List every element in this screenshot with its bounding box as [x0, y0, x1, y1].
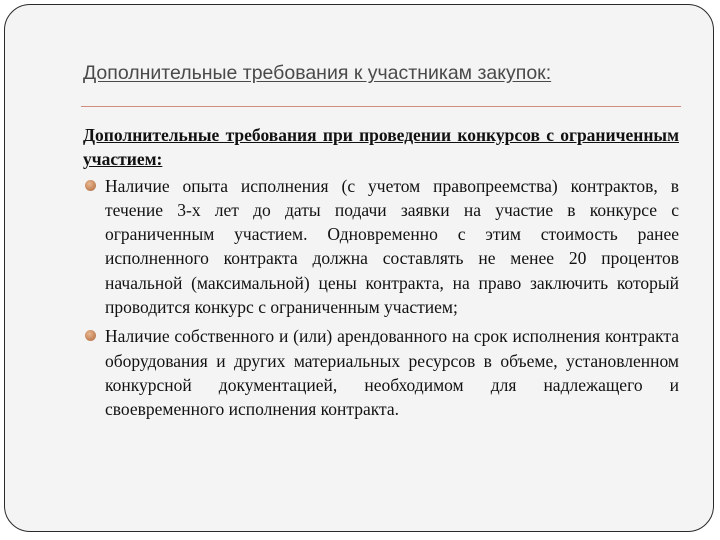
requirements-list [83, 174, 679, 422]
list-item [83, 324, 679, 421]
round-bullet-icon [85, 330, 96, 341]
title-divider [81, 106, 681, 107]
slide-title: Дополнительные требования к участникам закупок: [83, 62, 552, 84]
list-item-text: Наличие опыта исполнения (с учетом правопреемства) контрактов, в течение 3-х лет до даты подачи заявки на участие в конкурсе с ограниченным участием. Одновременно с этим стоимость ранее исполненного контракта должна составлять не менее 20 процентов начальной (максимальной) цены контракта, на право заключить который проводится конкурс с ограниченным участием; [105, 175, 679, 318]
slide-body [83, 123, 679, 427]
list-item-text: Наличие собственного и (или) арендованного на срок исполнения контракта оборудования и других материальных ресурсов в объеме, установленном конкурсной документацией, необходимом для надлежащего и своевременного исполнения контракта. [105, 326, 679, 420]
requirements-subheading: Дополнительные требования при проведении конкурсов с ограниченным участием: [83, 125, 679, 170]
round-bullet-icon [85, 180, 96, 191]
slide [4, 4, 714, 532]
list-item [83, 174, 679, 320]
